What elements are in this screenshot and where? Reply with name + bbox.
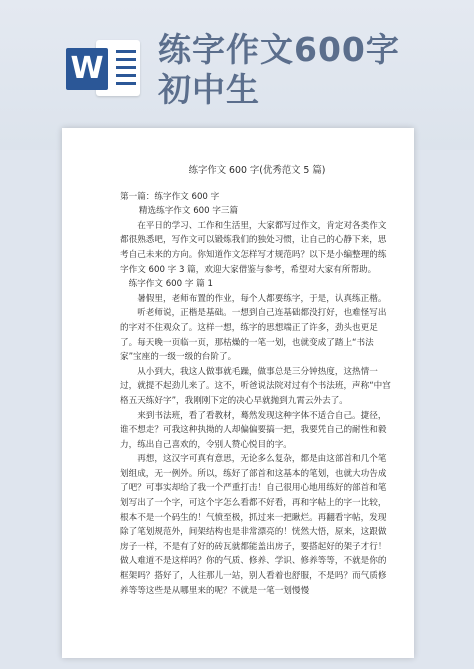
document-page — [62, 128, 414, 658]
section-title: 第一篇：练字作文 600 字 — [120, 191, 220, 202]
paragraph: 暑假里，老师布置的作业，每个人都要练字，于是，认真练正楷。 — [137, 293, 387, 304]
essay-subheading: 练字作文 600 字 篇 1 — [128, 279, 213, 290]
paragraph: 再想，这汉字可真有意思，无论多么复杂，都是由这部首和几个笔划组成，无一例外。所以，练好了部首和这基本的笔划，也就大功告成了吧？可事实却给了我一个严重打击！自己很用心地用练好的部首和笔划写出了一个字，可这个字怎么看都不好看，再和字帖上的字一比较，根本不是一个码生的！气愤至极，抓过来一把瞅烂。再翻看字帖，发现除了笔划规范外，间架结构也是非常漂亮的！恍然大悟，原来，这跟做房子一样，不是有了好的砖瓦就都能盖出房子，要搭起好的架子才行！做人难道不是这样吗？你的气质、修养、学识、修养等等，不就是你的框架吗？搭好了，人往那儿一站，别人看着也舒服，不是吗？而气质修养等等这些是从哪里来的呢？不就是一笔一划慢慢 — [120, 454, 387, 596]
paragraph: 听老师说，正楷是基础。一想到自己连基础都没打好，也难怪写出的字对不住观众了。这样一想，练字的思想端正了许多，劲头也更足了。每天晚一页临一页，那枯燥的一笔一划，也就变成了踏上“书法家”宝座的一级一级的台阶了。 — [120, 308, 387, 363]
document-body — [120, 164, 394, 598]
section-subtitle: 精选练字作文 600 字三篇 — [138, 206, 239, 217]
page-line — [116, 66, 136, 69]
document-heading: 练字作文 600 字(优秀范文 5 篇) — [188, 165, 326, 176]
page-line — [116, 74, 136, 77]
document-title — [158, 30, 458, 110]
page-line — [116, 58, 136, 61]
page-line — [116, 82, 136, 85]
title-line-2: 初中生 — [158, 70, 260, 109]
paragraph: 从小到大，我这人做事就毛躁，做事总是三分钟热度，这热情一过，就提不起劲儿来了。这不，听爸说法院对过有个书法班，声称“中宫格五天练好字”，我刚刚下定的决心早就抛到九霄云外去了。 — [120, 366, 391, 406]
word-document-icon: W — [66, 48, 108, 90]
page-line — [116, 50, 136, 53]
title-line-1: 练字作文600字 — [158, 30, 400, 69]
paragraph: 在平日的学习、工作和生活里，大家都写过作文，肯定对各类作文都很熟悉吧，写作文可以锻炼我们的独处习惯，让自己的心静下来，思考自己未来的方向。你知道作文怎样写才规范吗？以下是小编整理的练字作文 600 字 3 篇，欢迎大家借鉴与参考，希望对大家有所帮助。 — [120, 220, 387, 275]
paragraph: 来到书法班，看了看教材，蓦然发现这种字体不适合自己。捷径，谁不想走？可我这种执拗的人却偏偏要搞一把，我要凭自己的耐性和毅力，练出自己喜欢的，令别人赞心悦目的字。 — [120, 410, 387, 450]
